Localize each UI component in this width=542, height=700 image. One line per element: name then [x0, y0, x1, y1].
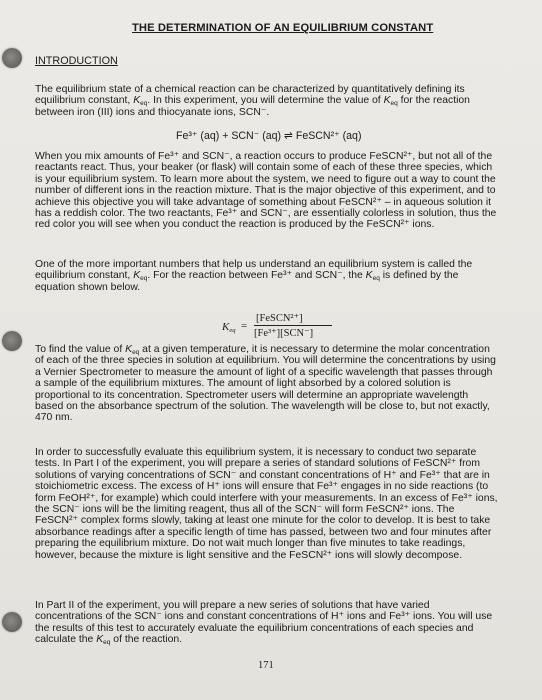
keq-denominator: [Fe³⁺][SCN⁻] [254, 328, 314, 339]
document-title: THE DETERMINATION OF AN EQUILIBRIUM CONSTANT [132, 22, 434, 34]
paragraph-6: In Part II of the experiment, you will prepare a new series of solutions that have varied concentrations of the SCN⁻ ions and constant concentrations of H⁺ ions and Fe³⁺ ions. You will use the results of this test to accurately evaluate the equilibrium concentrations of each species and calculate the $K_{eq}$ of the reaction. [35, 600, 493, 647]
paragraph-3: One of the more important numbers that help us understand an equilibrium system is called the equilibrium constant, $K_{eq}$. For the reaction between Fe³⁺ and SCN⁻, the $K_{eq}$ is defined by the equation shown below. [35, 259, 473, 293]
page-number: 171 [258, 660, 274, 671]
paragraph-4: To find the value of $K_{eq}$ at a given temperature, it is necessary to determine the molar concentration of each of the three species in solution at equilibrium. You will determine the concentrations by using a Vernier Spectrometer to measure the amount of light of a specific wavelength that passes through a sample of the equilibrium mixtures. The amount of light absorbed by a colored solution is proportional to its concentration. Spectrometer users will determine an appropriate wavelength based on the absorbance spectrum of the solution. The wavelength will be close to, but not exactly, 470 nm. [35, 344, 496, 424]
section-heading: INTRODUCTION [35, 55, 118, 67]
keq-equals: = [241, 320, 248, 332]
reaction-equation: Fe³⁺ (aq) + SCN⁻ (aq) ⇌ FeSCN²⁺ (aq) [176, 130, 362, 142]
binder-hole-top [2, 48, 22, 68]
keq-lhs: $K_{eq}$ [222, 321, 236, 334]
keq-equation [222, 312, 322, 342]
keq-numerator: [FeSCN²⁺] [256, 313, 303, 324]
binder-hole-middle [2, 331, 22, 351]
binder-hole-bottom [2, 612, 22, 632]
paragraph-5: In order to successfully evaluate this equilibrium system, it is necessary to conduct two separate tests. In Part I of the experiment, you will prepare a series of standard solutions of FeSCN²⁺ from solutions of varying concentrations of SCN⁻ and constant concentrations of H⁺ and Fe³⁺ that are in stoichiometric excess. The excess of H⁺ ions will ensure that Fe³⁺ engages in no side reactions (to form FeOH²⁺, for example) which could interfere with your measurements. In an excess of Fe³⁺ ions, the SCN⁻ ions will be the limiting reagent, thus all of the SCN⁻ will form FeSCN²⁺ ions. The FeSCN²⁺ complex forms slowly, taking at least one minute for the color to develop. It is best to take absorbance readings after a specific length of time has passed, between two and four minutes after preparing the equilibrium mixture. Do not wait much longer than five minutes to take readings, however, because the mixture is light sensitive and the FeSCN²⁺ ions will slowly decompose. [35, 447, 498, 561]
paragraph-2: When you mix amounts of Fe³⁺ and SCN⁻, a reaction occurs to produce FeSCN²⁺, but not all of the reactants react. Thus, your beaker (or flask) will contain some of each of these three species, which is your equilibrium system. To learn more about the system, we need to figure out a way to count the number of different ions in the reaction mixture. That is the major objective of this experiment, and to achieve this objective you will take advantage of something about FeSCN²⁺ – in aqueous solution it has a reddish color. The two reactants, Fe³⁺ and SCN⁻, are essentially colorless in solution, thus the red color you will see when you conduct the reaction is produced by the FeSCN²⁺ ions. [35, 151, 497, 231]
fraction-bar [254, 325, 332, 326]
paragraph-1: The equilibrium state of a chemical reaction can be characterized by quantitatively defining its equilibrium constant, $K_{eq}$. In this experiment, you will determine the value of $K_{eq}$ for the reaction between iron (III) ions and thiocyanate ions, SCN⁻. [35, 84, 470, 118]
